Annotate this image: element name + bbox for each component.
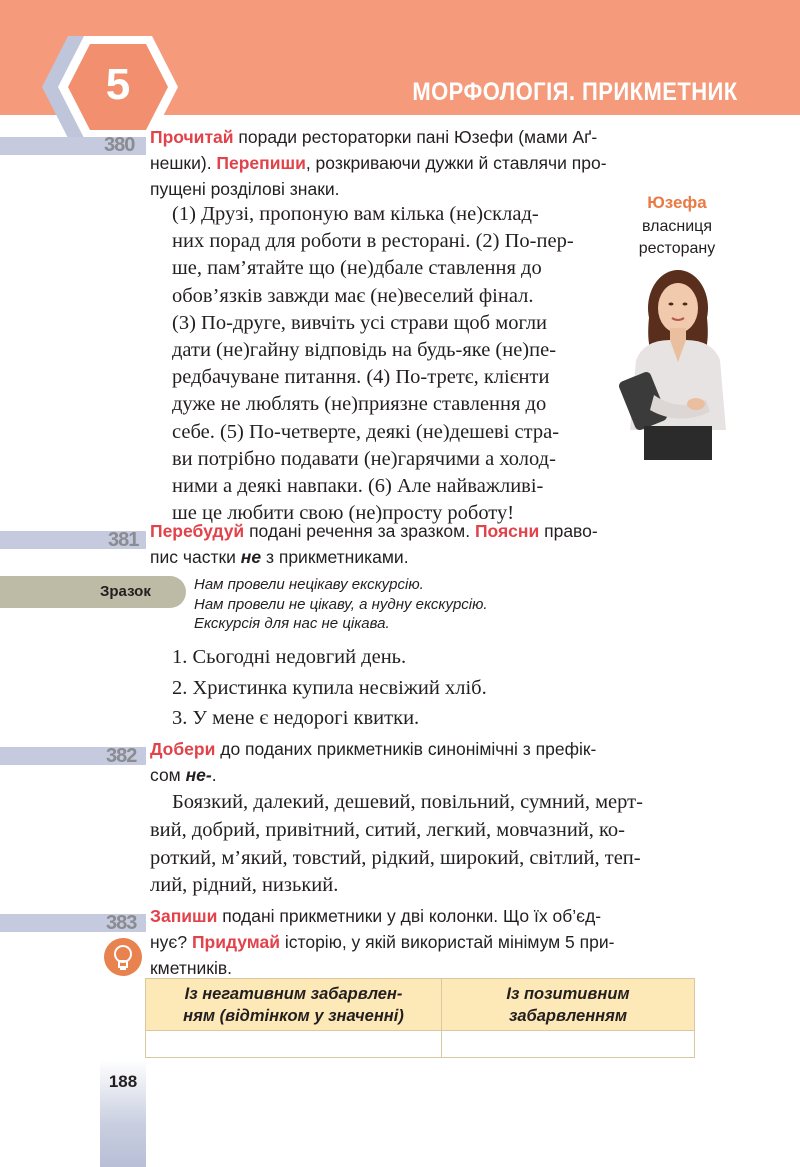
keyword-explain: Поясни — [474, 521, 540, 541]
exercise-381-list — [172, 642, 487, 734]
exercise-number-382: 382 — [106, 745, 137, 767]
keyword-read: Прочитай — [150, 127, 234, 147]
exercise-number-383: 383 — [106, 912, 137, 934]
task-text: нешки). — [150, 153, 217, 173]
text-line: редбачуване питання. (4) По-третє, клієнти — [172, 366, 550, 389]
text-line: ви потрібно подавати (не)гарячими а холод- — [172, 447, 556, 470]
table-header-row — [146, 979, 695, 1031]
sample-label: Зразок — [100, 583, 151, 600]
particle-ne: не — [240, 547, 262, 567]
caption-line: власниця — [642, 218, 712, 235]
exercise-383-task — [150, 903, 710, 981]
task-text: пущені розділові знаки. — [150, 179, 340, 199]
text-line: обов’язків завжди має (не)веселий фінал. — [172, 284, 534, 307]
portrait-caption-name: Юзефа — [647, 193, 707, 212]
table-header-negative — [146, 979, 442, 1031]
text-line: дуже не люблять (не)приязне ставлення до — [172, 393, 547, 416]
header-line: ням (відтінком у значенні) — [183, 1007, 404, 1025]
task-text: історію, у якій використай мінімум 5 при- — [280, 932, 615, 952]
text-line: Боязкий, далекий, дешевий, повільний, сумний, мерт- — [172, 791, 643, 813]
sample-line: Нам провели нецікаву екскурсію. — [194, 576, 424, 593]
page-number: 188 — [108, 1072, 138, 1091]
portrait-caption-role — [614, 216, 740, 260]
keyword-write: Запиши — [150, 906, 218, 926]
task-text: право- — [539, 521, 598, 541]
task-text: пис частки — [150, 547, 241, 567]
header-line: забарвленням — [508, 1007, 628, 1025]
keyword-invent: Придумай — [191, 932, 281, 952]
table-row — [146, 1031, 695, 1058]
prefix-ne: не- — [185, 765, 212, 785]
exercise-number-380: 380 — [104, 134, 135, 156]
exercise-382-task — [150, 736, 710, 788]
keyword-select: Добери — [150, 739, 216, 759]
text-line: роткий, м’який, товстий, рідкий, широкий, світлий, теп- — [150, 846, 641, 869]
task-text: , розкриваючи дужки й ставлячи про- — [305, 153, 607, 173]
list-item: 2. Христинка купила несвіжий хліб. — [172, 676, 487, 699]
sample-line: Нам провели не цікаву, а нудну екскурсію. — [194, 595, 488, 613]
text-line: (3) По-друге, вивчіть усі страви щоб могли — [172, 311, 548, 334]
task-text: нує? — [150, 932, 192, 952]
text-line: ними а деякі навпаки. (6) Але найважливі- — [172, 475, 544, 498]
table-cell[interactable] — [442, 1031, 695, 1058]
text-line: ше, пам’ятайте що (не)дбале ставлення до — [172, 257, 542, 280]
caption-line: ресторану — [638, 240, 716, 257]
text-line: дати (не)гайну відповідь на будь-яке (не)пе- — [172, 339, 557, 362]
sample-tab — [0, 576, 186, 608]
header-line: Із негативним забарвлен- — [184, 985, 403, 1003]
list-item: 3. У мене є недорогі квитки. — [172, 707, 420, 729]
task-text: поради рестораторки пані Юзефи (мами Аґ- — [233, 127, 598, 147]
chapter-number: 5 — [105, 60, 131, 109]
text-line: них порад для роботи в ресторані. (2) По-пер- — [172, 230, 574, 253]
task-text: кметників. — [150, 958, 232, 978]
task-text: подані речення за зразком. — [244, 521, 475, 541]
sample-line: Екскурсія для нас не цікава. — [194, 615, 390, 632]
table-header-positive — [442, 979, 695, 1031]
exercise-381-task — [150, 518, 710, 570]
task-text: з прикметниками. — [261, 547, 409, 567]
adjectives-table — [145, 978, 695, 1058]
exercise-382-text — [150, 789, 698, 900]
list-item: 1. Сьогодні недовгий день. — [172, 646, 407, 668]
text-line: ше це любити свою (не)просту роботу! — [172, 502, 515, 525]
task-text: до поданих прикметників синонімічні з префік- — [215, 739, 597, 759]
task-text: . — [211, 765, 217, 785]
header-line: Із позитивним — [506, 985, 630, 1003]
keyword-rewrite: Перепиши — [216, 153, 306, 173]
exercise-380-text — [172, 201, 597, 527]
keyword-rebuild: Перебудуй — [150, 521, 245, 541]
exercise-number-381: 381 — [108, 529, 139, 551]
text-line: (1) Друзі, пропоную вам кілька (не)склад- — [172, 203, 539, 225]
text-line: себе. (5) По-четверте, деякі (не)дешеві стра- — [172, 420, 560, 443]
task-text: сом — [150, 765, 186, 785]
text-line: лий, рідний, низький. — [150, 874, 339, 897]
text-line: вий, добрий, привітний, ситий, легкий, мовчазний, ко- — [150, 818, 626, 841]
task-text: подані прикметники у дві колонки. Що їх об’єд- — [217, 906, 602, 926]
lightbulb-icon — [104, 938, 142, 976]
sample-text — [194, 575, 488, 634]
table-cell[interactable] — [146, 1031, 442, 1058]
chapter-title: МОРФОЛОГІЯ. ПРИКМЕТНИК — [412, 78, 738, 106]
